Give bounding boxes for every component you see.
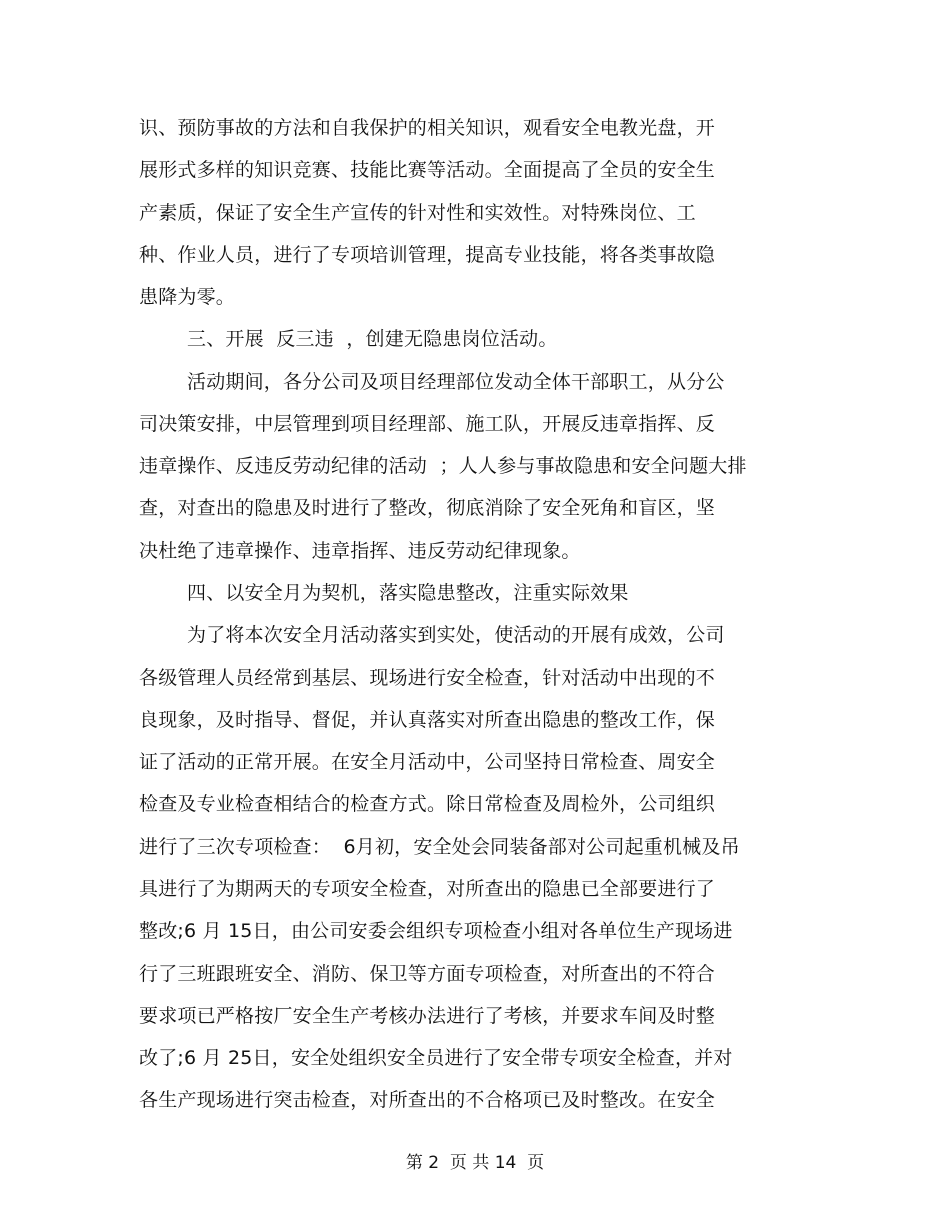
section-heading-4: 四、以安全月为契机，落实隐患整改，注重实际效果 <box>187 582 629 604</box>
body-text-line: 各生产现场进行突击检查，对所查出的不合格项已及时整改。在安全 <box>139 1089 716 1111</box>
body-text-line: 司决策安排，中层管理到项目经理部、施工队，开展反违章指挥、反 <box>139 413 716 435</box>
body-text-line: 识、预防事故的方法和自我保护的相关知识，观看安全电教光盘，开 <box>139 117 716 139</box>
body-text-line: 种、作业人员，进行了专项培训管理，提高专业技能，将各类事故隐 <box>139 244 716 266</box>
body-text-line: 查，对查出的隐患及时进行了整改，彻底消除了安全死角和盲区，坚 <box>139 497 716 519</box>
body-text-line: 活动期间，各分公司及项目经理部位发动全体干部职工，从分公 <box>187 371 725 393</box>
body-text-line: 改了;6 月 25日，安全处组织安全员进行了安全带专项安全检查，并对 <box>139 1047 733 1069</box>
body-text-line: 具进行了为期两天的专项安全检查，对所查出的隐患已全部要进行了 <box>139 878 716 900</box>
body-text-line: 进行了三次专项检查： 6月初，安全处会同装备部对公司起重机械及吊 <box>139 836 740 858</box>
body-text-line: 证了活动的正常开展。在安全月活动中，公司坚持日常检查、周安全 <box>139 751 716 773</box>
body-text-line: 决杜绝了违章操作、违章指挥、违反劳动纪律现象。 <box>139 540 581 562</box>
body-text-line: 患降为零。 <box>139 286 236 308</box>
body-text-line: 良现象，及时指导、督促，并认真落实对所查出隐患的整改工作，保 <box>139 709 716 731</box>
page-number-footer: 第 2 页 共 14 页 <box>405 1153 545 1173</box>
body-text-line: 行了三班跟班安全、消防、保卫等方面专项检查，对所查出的不符合 <box>139 963 716 985</box>
body-text-line: 整改;6 月 15日，由公司安委会组织专项检查小组对各单位生产现场进 <box>139 920 733 942</box>
body-text-line: 展形式多样的知识竞赛、技能比赛等活动。全面提高了全员的安全生 <box>139 159 716 181</box>
body-text-line: 各级管理人员经常到基层、现场进行安全检查，针对活动中出现的不 <box>139 667 716 689</box>
body-text-line: 产素质，保证了安全生产宣传的针对性和实效性。对特殊岗位、工 <box>139 202 696 224</box>
body-text-line: 违章操作、反违反劳动纪律的活动 ；人人参与事故隐患和安全问题大排 <box>139 455 747 477</box>
body-text-line: 要求项已严格按厂安全生产考核办法进行了考核，并要求车间及时整 <box>139 1005 716 1027</box>
body-text-line: 为了将本次安全月活动落实到实处，使活动的开展有成效，公司 <box>187 624 725 646</box>
section-heading-3: 三、开展 反三违 ，创建无隐患岗位活动。 <box>187 328 558 350</box>
body-text-line: 检查及专业检查相结合的检查方式。除日常检查及周检外，公司组织 <box>139 793 716 815</box>
